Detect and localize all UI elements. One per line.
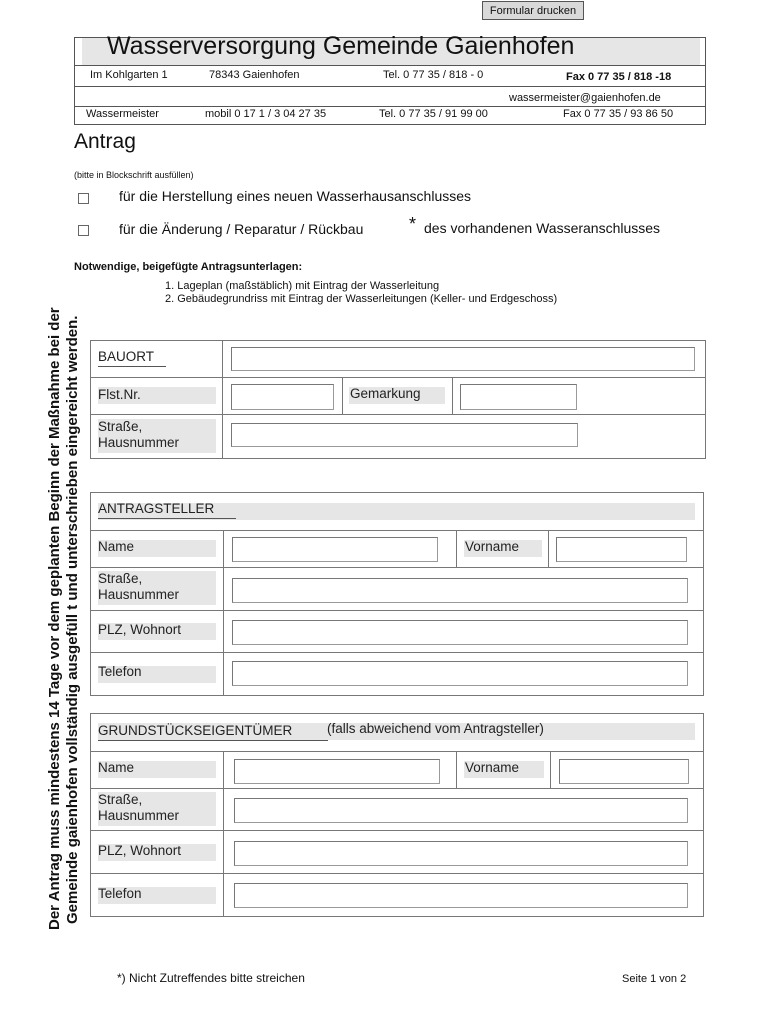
wassermeister-fax: Fax 0 77 35 / 93 86 50 xyxy=(563,108,674,120)
option-change-connection-suffix: des vorhandenen Wasseranschlusses xyxy=(424,220,661,236)
eigentuemer-heading-note: (falls abweichend vom Antragsteller) xyxy=(327,721,544,736)
bauort-gemarkung-divider-1 xyxy=(342,377,343,414)
letterhead-divider-3 xyxy=(74,106,706,107)
bauort-street-input[interactable] xyxy=(231,423,578,447)
bauort-row-divider-1 xyxy=(90,377,706,378)
antragsteller-phone-input[interactable] xyxy=(232,661,688,686)
eigentuemer-street-label-2: Hausnummer xyxy=(98,808,180,823)
eigentuemer-vorname-label: Vorname xyxy=(465,760,520,775)
doc-item-1: 1. Lageplan (maßstäblich) mit Eintrag der Wasserleitung xyxy=(165,280,440,292)
eigentuemer-phone-input[interactable] xyxy=(234,883,688,908)
address-city: 78343 Gaienhofen xyxy=(209,69,300,81)
eigentuemer-street-input[interactable] xyxy=(234,798,688,823)
antragsteller-vorname-label: Vorname xyxy=(465,539,520,554)
antragsteller-plz-input[interactable] xyxy=(232,620,688,645)
form-hint: (bitte in Blockschrift ausfüllen) xyxy=(74,170,194,180)
eigentuemer-name-label: Name xyxy=(98,760,135,775)
antragsteller-row-divider-2 xyxy=(90,567,704,568)
eigentuemer-street-label-1: Straße, xyxy=(98,792,143,807)
bauort-gemarkung-divider-2 xyxy=(452,377,453,414)
antragsteller-phone-label: Telefon xyxy=(98,664,142,679)
letterhead-divider xyxy=(74,65,706,66)
office-phone: Tel. 0 77 35 / 818 - 0 xyxy=(383,69,484,81)
letterhead-divider-2 xyxy=(74,86,706,87)
antragsteller-vorname-divider-2 xyxy=(548,530,549,567)
antragsteller-street-label-2: Hausnummer xyxy=(98,587,180,602)
eigentuemer-vorname-input[interactable] xyxy=(559,759,689,784)
antragsteller-row-divider-4 xyxy=(90,652,704,653)
bauort-row-divider-2 xyxy=(90,414,706,415)
checkbox-change-connection[interactable] xyxy=(78,225,89,236)
eigentuemer-heading: GRUNDSTÜCKSEIGENTÜMER xyxy=(98,723,293,738)
wassermeister-mobile: mobil 0 17 1 / 3 04 27 35 xyxy=(205,108,327,120)
eigentuemer-row-divider-1 xyxy=(90,751,704,752)
wassermeister-label: Wassermeister xyxy=(86,108,159,120)
sidebar-notice-line-2: Gemeinde gaienhofen vollständig ausgefüll t und unterschrieben eingereicht werden. xyxy=(64,315,81,924)
gemarkung-input[interactable] xyxy=(460,384,577,410)
eigentuemer-row-divider-2 xyxy=(90,788,704,789)
footer-note: *) Nicht Zutreffendes bitte streichen xyxy=(117,971,305,985)
antragsteller-name-label: Name xyxy=(98,539,135,554)
antragsteller-heading-underline xyxy=(98,518,236,519)
eigentuemer-name-input[interactable] xyxy=(234,759,440,784)
antragsteller-column-divider xyxy=(223,530,224,696)
bauort-heading-underline xyxy=(98,366,166,367)
asterisk-mark: * xyxy=(409,214,417,234)
letterhead-title: Wasserversorgung Gemeinde Gaienhofen xyxy=(107,32,575,60)
antragsteller-row-divider-3 xyxy=(90,610,704,611)
eigentuemer-row-divider-4 xyxy=(90,873,704,874)
flst-input[interactable] xyxy=(231,384,334,410)
bauort-input[interactable] xyxy=(231,347,695,371)
option-new-connection-label: für die Herstellung eines neuen Wasserhausanschlusses xyxy=(119,188,472,204)
gemarkung-label: Gemarkung xyxy=(350,386,421,401)
sidebar-notice-line-1: Der Antrag muss mindestens 14 Tage vor dem geplanten Beginn der Maßnahme bei der xyxy=(46,307,63,930)
antragsteller-name-input[interactable] xyxy=(232,537,438,562)
bauort-heading: BAUORT xyxy=(98,349,155,364)
doc-item-2: 2. Gebäudegrundriss mit Eintrag der Wasserleitungen (Keller- und Erdgeschoss) xyxy=(165,293,558,305)
eigentuemer-heading-underline xyxy=(98,740,328,741)
address-street: Im Kohlgarten 1 xyxy=(90,69,168,81)
flst-label: Flst.Nr. xyxy=(98,387,141,402)
wassermeister-phone: Tel. 0 77 35 / 91 99 00 xyxy=(379,108,488,120)
office-fax: Fax 0 77 35 / 818 -18 xyxy=(566,71,672,83)
email-address: wassermeister@gaienhofen.de xyxy=(509,92,661,104)
print-form-button[interactable]: Formular drucken xyxy=(482,1,584,20)
checkbox-new-connection[interactable] xyxy=(78,193,89,204)
eigentuemer-vorname-divider-2 xyxy=(550,751,551,788)
antragsteller-street-input[interactable] xyxy=(232,578,688,603)
option-change-connection-label: für die Änderung / Reparatur / Rückbau xyxy=(119,221,364,237)
bauort-street-label-2: Hausnummer xyxy=(98,435,180,450)
antragsteller-plz-label: PLZ, Wohnort xyxy=(98,622,182,637)
bauort-street-label-1: Straße, xyxy=(98,419,143,434)
antragsteller-street-label-1: Straße, xyxy=(98,571,143,586)
eigentuemer-row-divider-3 xyxy=(90,830,704,831)
bauort-column-divider xyxy=(222,340,223,459)
form-title: Antrag xyxy=(74,130,136,153)
antragsteller-heading: ANTRAGSTELLER xyxy=(98,501,215,516)
antragsteller-vorname-input[interactable] xyxy=(556,537,687,562)
eigentuemer-vorname-divider-1 xyxy=(456,751,457,788)
eigentuemer-phone-label: Telefon xyxy=(98,886,142,901)
antragsteller-vorname-divider-1 xyxy=(456,530,457,567)
eigentuemer-plz-input[interactable] xyxy=(234,841,688,866)
antragsteller-row-divider-1 xyxy=(90,530,704,531)
docs-heading: Notwendige, beigefügte Antragsunterlagen: xyxy=(74,261,303,273)
page-number: Seite 1 von 2 xyxy=(622,973,687,985)
eigentuemer-column-divider xyxy=(223,751,224,917)
eigentuemer-plz-label: PLZ, Wohnort xyxy=(98,843,182,858)
